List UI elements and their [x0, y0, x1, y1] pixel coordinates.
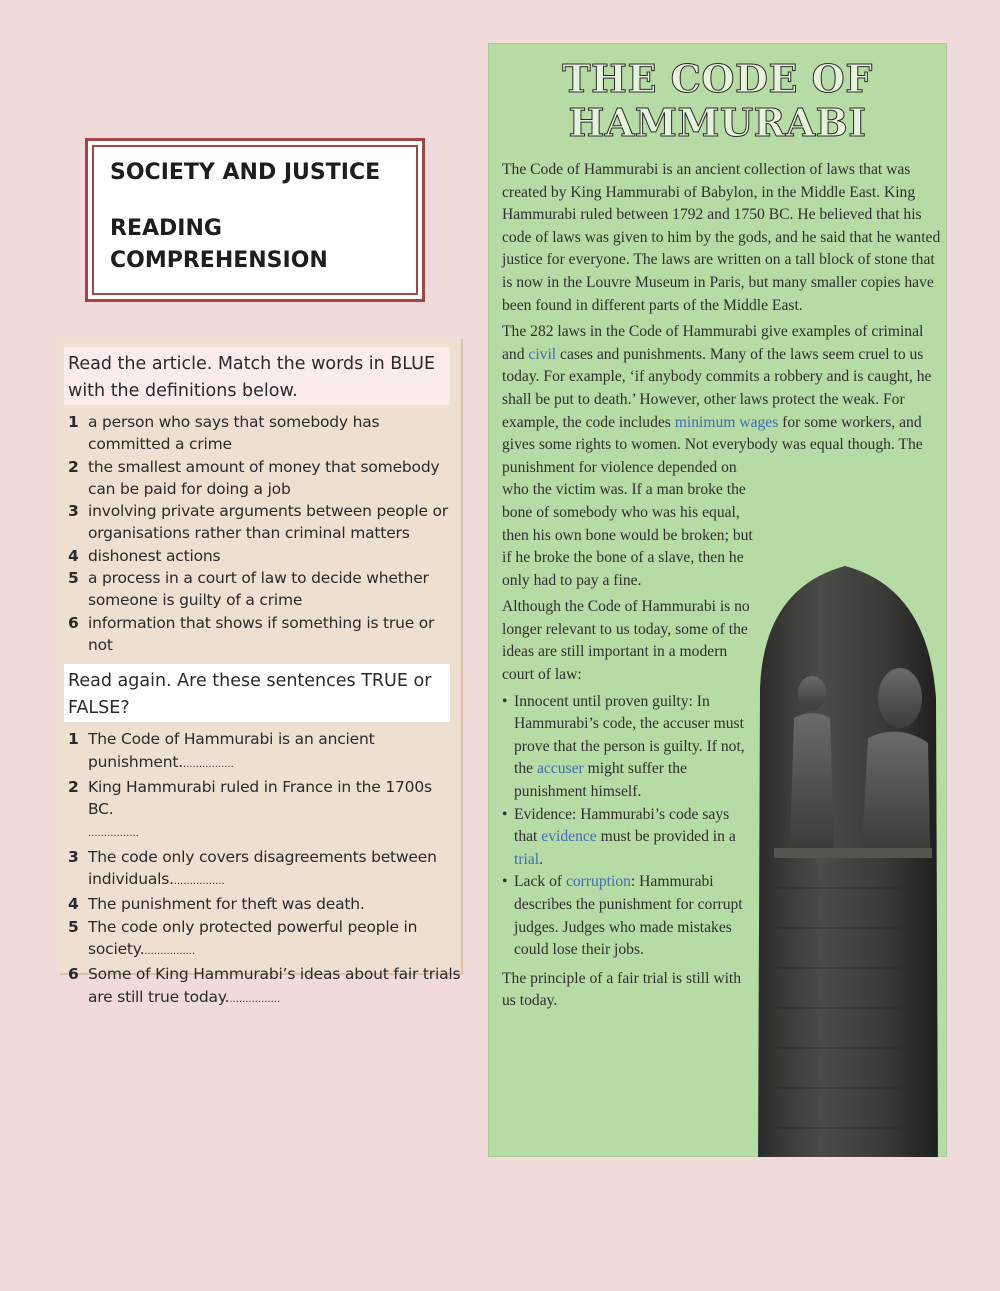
definition-item: 3 involving private arguments between people or organisations rather than criminal matters: [68, 502, 448, 543]
answer-blank[interactable]: ................: [88, 828, 139, 840]
keyword-trial[interactable]: trial: [514, 850, 540, 868]
definition-item: 2 the smallest amount of money that somebody can be paid for doing a job: [68, 457, 440, 498]
true-false-instruction: Read again. Are these sentences TRUE or FALSE?: [64, 664, 450, 722]
article-paragraph-2-cont: punishment for violence depended on who the victim was. If a man broke the bone of somebody who was his equal, then his own bone would be broken; but if he broke the bone of a slave, then he only had to pay a fine.: [502, 458, 753, 589]
article-paragraph-1: The Code of Hammurabi is an ancient collection of laws that was created by King Hammurabi of Babylon, in the Middle East. King Hammurabi ruled between 1792 and 1750 BC. He believed that his code of laws was given to him by the gods, and he said that he wanted justice for everyone. The laws are written on a tall block of stone that is now in the Louvre Museum in Paris, but many smaller copies have been found in different parts of the Middle East.: [502, 161, 941, 314]
answer-blank[interactable]: ................: [173, 876, 225, 888]
keyword-corruption[interactable]: corruption: [565, 873, 631, 891]
principles-list: [502, 691, 947, 962]
answer-blank[interactable]: ................: [229, 993, 281, 1005]
principle-item: • Lack of corruption: Hammurabi describes the punishment for corrupt judges. Judges who made mistakes could lose their jobs.: [502, 871, 754, 961]
title-line-3: COMPREHENSION: [110, 248, 328, 273]
statement-item: 3 The code only covers disagreements between individuals.................: [68, 847, 437, 889]
statements-list: [58, 728, 461, 1011]
principle-item: • Evidence: Hammurabi’s code says that evidence must be provided in a trial.: [502, 804, 754, 872]
principle-item: • Innocent until proven guilty: In Hammurabi’s code, the accuser must prove that the person is guilty. If not, the accuser might suffer the punishment himself.: [502, 691, 754, 804]
statement-item: 6 Some of King Hammurabi’s ideas about fair trials are still true today.................: [68, 965, 461, 1006]
answer-blank[interactable]: ................: [182, 758, 234, 770]
statement-item: 1 The Code of Hammurabi is an ancient punishment.................: [68, 730, 375, 771]
definition-item: 1 a person who says that somebody has committed a crime: [68, 413, 380, 454]
article-closing: The principle of a fair trial is still with us today.: [502, 969, 742, 1010]
title-line-2: READING: [110, 216, 222, 241]
keyword-accuser[interactable]: accuser: [536, 760, 584, 778]
definitions-list: [58, 411, 461, 656]
keyword-evidence[interactable]: evidence: [541, 828, 597, 846]
article-paragraph-2: The 282 laws in the Code of Hammurabi give examples of criminal and civil cases and punishments. Many of the laws seem cruel to us today. For example, ‘if anybody commits a robbery and is caught, he shall be put to death.’ However, other laws protect the weak. For example, the code includes minimum wages for some workers, and gives some rights to women. Not everybody was equal though. The: [502, 323, 932, 454]
title-line-1: SOCIETY AND JUSTICE: [110, 160, 381, 185]
title-box: [85, 138, 425, 302]
statement-item: 5 The code only protected powerful people in society.................: [68, 917, 418, 958]
worksheet-panel: [58, 337, 461, 1006]
article-title: THE CODE OF HAMMURABI: [562, 56, 873, 145]
definition-item: 4 dishonest actions: [68, 546, 221, 565]
article-panel: [488, 43, 947, 1157]
statement-item: 4 The punishment for theft was death.: [68, 895, 365, 914]
answer-blank[interactable]: ................: [144, 945, 196, 957]
keyword-civil[interactable]: civil: [528, 345, 557, 363]
article-body: [488, 159, 947, 1013]
keyword-minimum-wages[interactable]: minimum wages: [674, 413, 779, 431]
statement-item: 2 King Hammurabi ruled in France in the 1700s BC. ................: [68, 777, 432, 840]
definition-item: 6 information that shows if something is true or not: [68, 613, 435, 654]
article-paragraph-3: Although the Code of Hammurabi is no longer relevant to us today, some of the ideas are still important in a modern court of law:: [502, 598, 750, 684]
definition-item: 5 a process in a court of law to decide whether someone is guilty of a crime: [68, 569, 429, 610]
match-instruction: Read the article. Match the words in BLUE with the definitions below.: [64, 347, 450, 405]
